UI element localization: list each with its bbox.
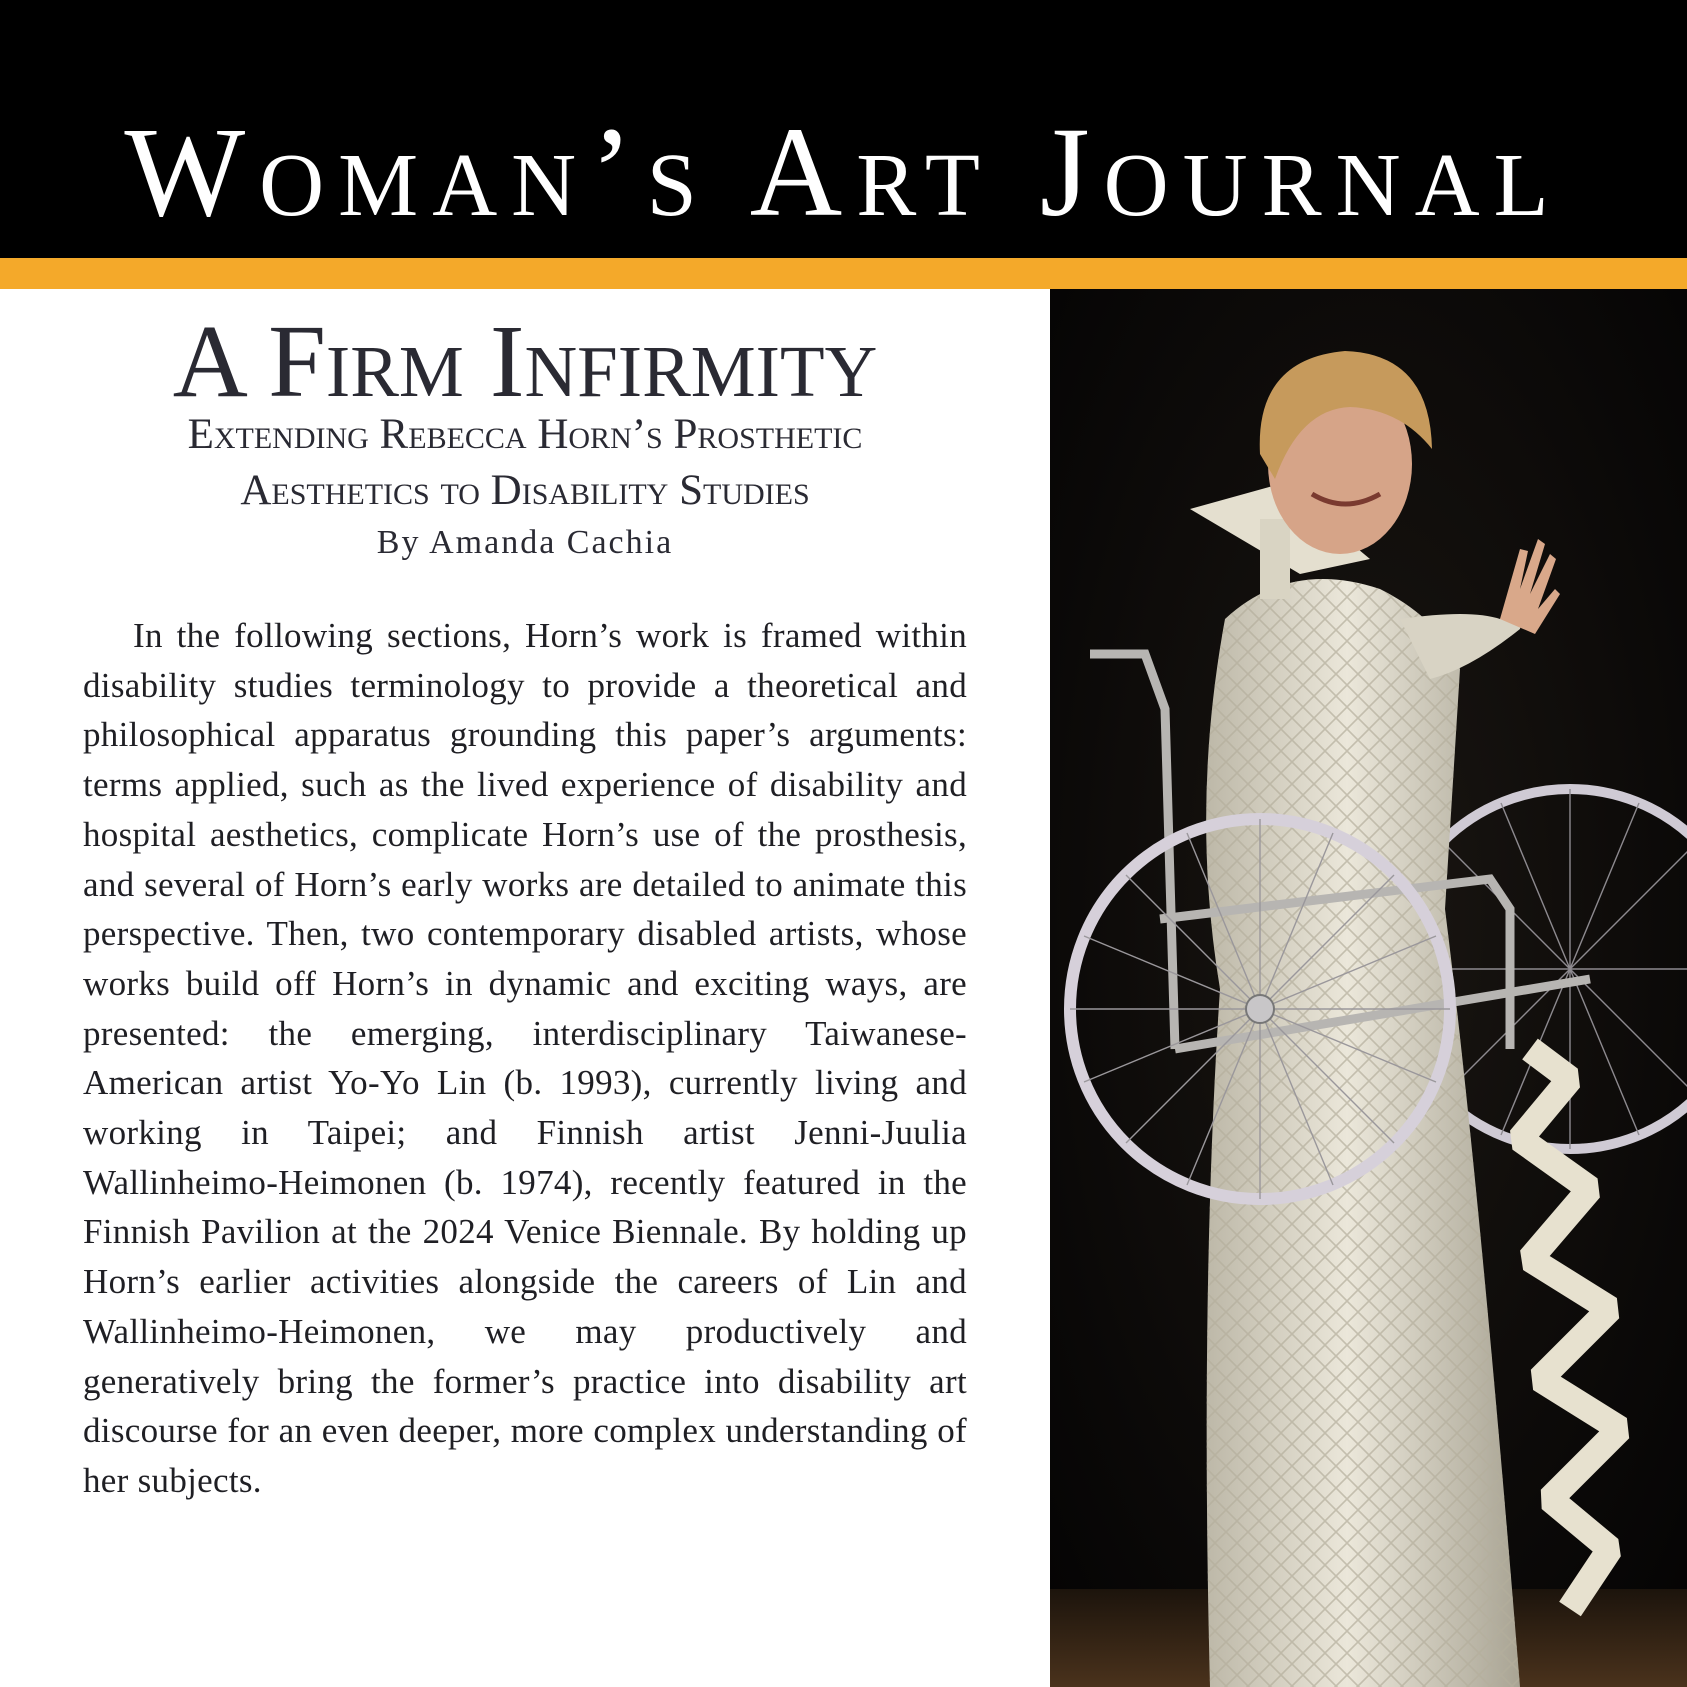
article-subtitle (0, 407, 1050, 519)
subtitle-line-2: Aesthetics to Disability Studies (240, 467, 810, 514)
artwork-photo-illustration (1050, 289, 1687, 1687)
front-wheel (1070, 819, 1450, 1199)
journal-title: Woman’s Art Journal (124, 101, 1563, 243)
article-title: A Firm Infirmity (172, 304, 878, 419)
accent-bar (0, 258, 1687, 289)
byline: By Amanda Cachia (376, 524, 674, 561)
article-column (0, 289, 1050, 1687)
article-body: In the following sections, Horn’s work is framed within disability studies terminology to provide a theoretical and philosophical apparatus grounding this paper’s arguments: terms applied, such as the lived experience of disability and hospital aesthetics, complicate Horn’s use of the prosthesis, and several of Horn’s early works are detailed to animate this perspective. Then, two contemporary disabled artists, whose works build off Horn’s in dynamic and exciting ways, are presented: the emerging, interdisciplinary Taiwanese-American artist Yo-Yo Lin (b. 1993), currently living and working in Taipei; and Finnish artist Jenni-Juulia Wallinheimo-Heimonen (b. 1974), recently featured in the Finnish Pavilion at the 2024 Venice Biennale. By holding up Horn’s earlier activities alongside the careers of Lin and Wallinheimo-Heimonen, we may productively and generatively bring the former’s practice into disability art discourse for an even deeper, more complex understanding of her subjects. (83, 616, 967, 1500)
artwork-photo (1050, 289, 1687, 1687)
masthead (0, 0, 1687, 258)
subtitle-line-1: Extending Rebecca Horn’s Prosthetic (187, 411, 863, 458)
